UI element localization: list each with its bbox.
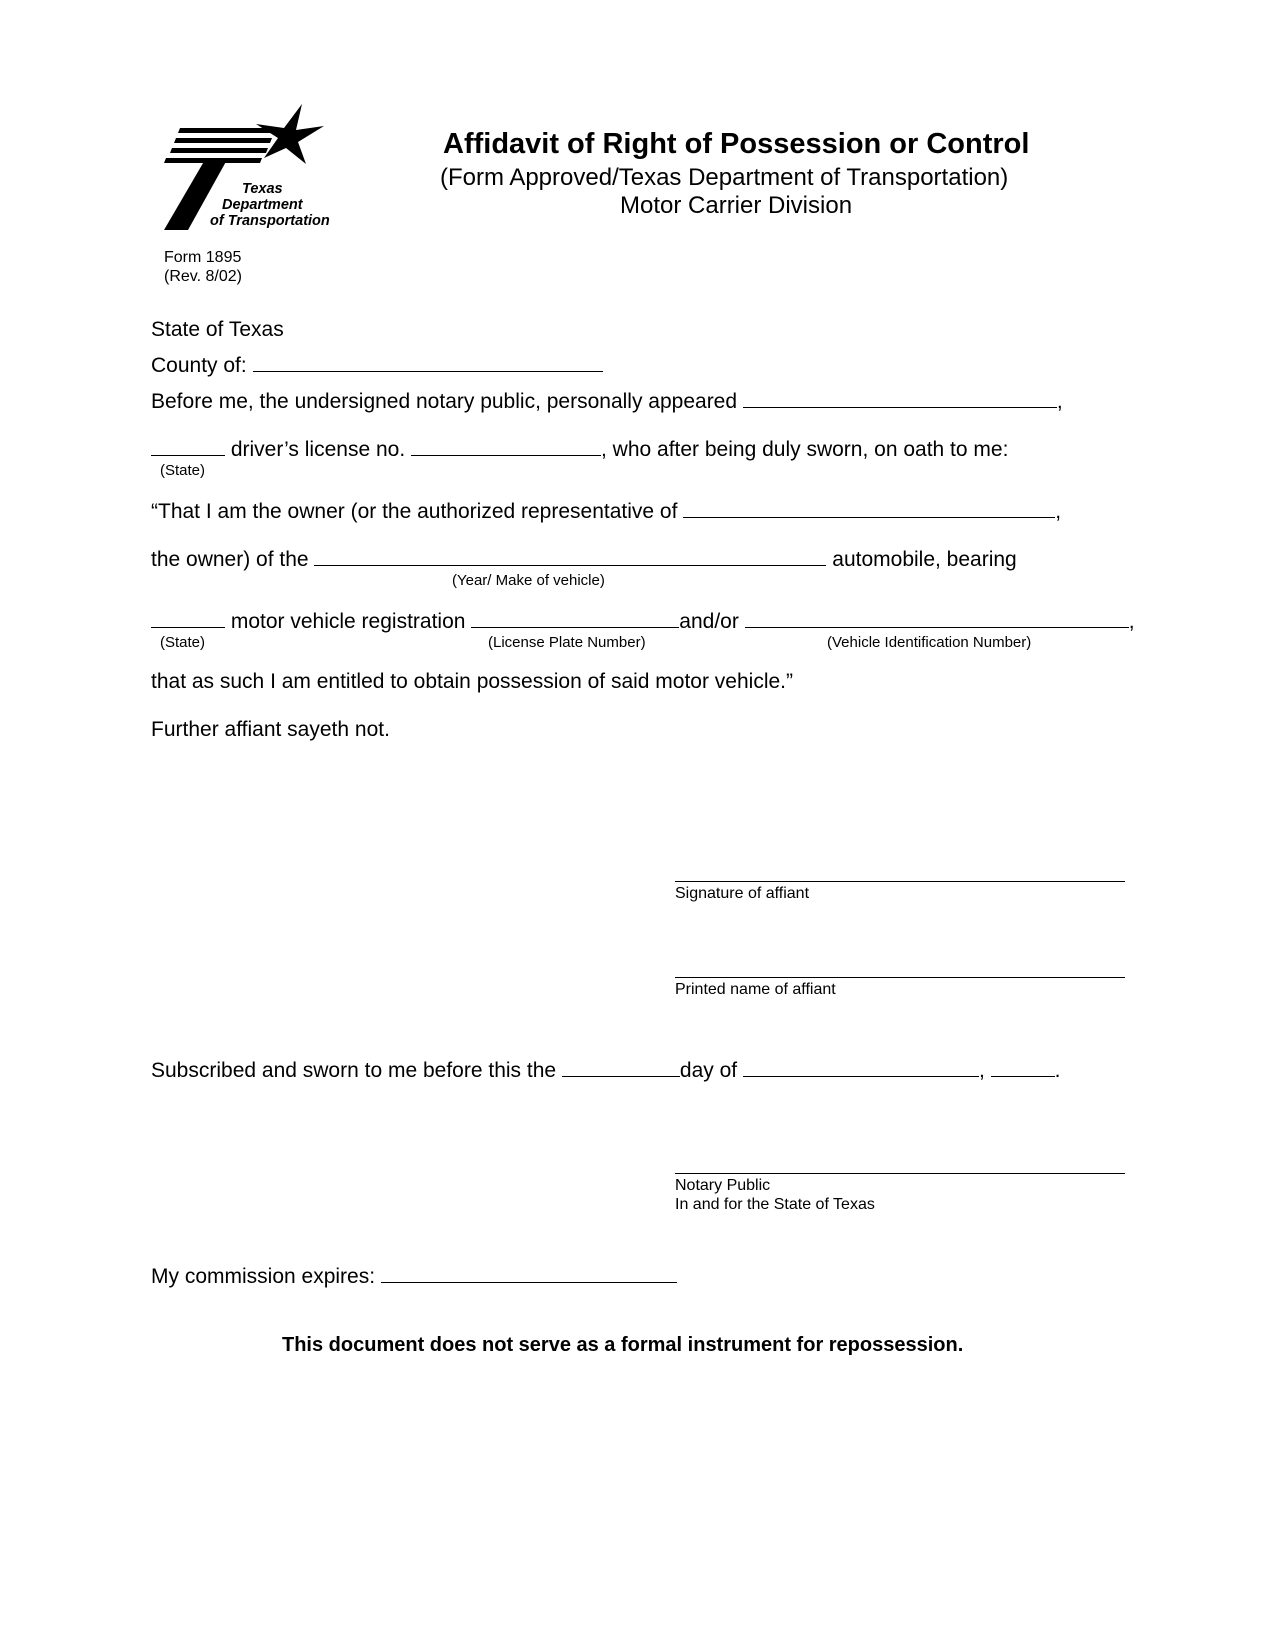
license-number-field[interactable]: [411, 436, 601, 456]
vehicle-line: [151, 546, 1017, 572]
printed-name-label: Printed name of affiant: [675, 981, 836, 998]
automobile-bearing-text: automobile, bearing: [832, 548, 1017, 571]
subscribed-text: Subscribed and sworn to me before this the: [151, 1059, 557, 1082]
county-line: [151, 352, 603, 378]
year-make-caption: (Year/ Make of vehicle): [452, 572, 605, 589]
before-me-line: Before me, the undersigned notary public, personally appeared ,: [151, 390, 1063, 413]
year-field[interactable]: [991, 1057, 1055, 1077]
state-caption-1: (State): [160, 462, 206, 479]
county-label: County of:: [151, 354, 247, 377]
form-title: Affidavit of Right of Possession or Control: [443, 128, 1030, 160]
appeared-name-field[interactable]: [743, 388, 1057, 408]
notary-signature-line[interactable]: [675, 1173, 1125, 1174]
license-plate-caption: (License Plate Number): [488, 634, 646, 651]
subscribed-line: Subscribed and sworn to me before this the day of , .: [151, 1059, 1061, 1082]
commission-expires-field[interactable]: [381, 1263, 677, 1283]
disclaimer-text: This document does not serve as a formal instrument for repossession.: [282, 1334, 964, 1356]
registration-line: motor vehicle registration and/or ,: [151, 608, 1135, 634]
state-caption-2: (State): [160, 634, 206, 651]
entitled-text: that as such I am entitled to obtain possession of said motor vehicle.”: [151, 670, 794, 693]
txdot-logo: [164, 104, 344, 234]
county-field[interactable]: [253, 352, 603, 372]
notary-public-label: Notary Public: [675, 1177, 771, 1194]
vin-caption: (Vehicle Identification Number): [827, 634, 1032, 651]
vin-field[interactable]: [745, 608, 1129, 628]
month-field[interactable]: [743, 1057, 979, 1077]
notary-state-label: In and for the State of Texas: [675, 1196, 875, 1213]
signature-line[interactable]: [675, 881, 1125, 882]
and-or-text: and/or: [679, 610, 739, 633]
owner-of-the-text: the owner) of the: [151, 548, 309, 571]
commission-line: [151, 1263, 677, 1289]
license-plate-field[interactable]: [471, 608, 679, 628]
logo-text-of-transportation: of Transportation: [210, 213, 330, 229]
logo-text-department: Department: [222, 197, 303, 213]
form-subtitle: (Form Approved/Texas Department of Transportation): [440, 164, 1009, 191]
form-number: Form 1895: [164, 249, 242, 266]
owner-text: “That I am the owner (or the authorized representative of: [151, 500, 678, 523]
day-of-text: day of: [679, 1059, 738, 1082]
logo-text-texas: Texas: [242, 181, 283, 197]
license-line: [151, 436, 1008, 462]
form-revision: (Rev. 8/02): [164, 268, 242, 285]
state-of-texas: State of Texas: [151, 318, 284, 341]
owner-line: “That I am the owner (or the authorized representative of ,: [151, 500, 1062, 523]
commission-text: My commission expires:: [151, 1265, 376, 1288]
owner-represented-field[interactable]: [683, 498, 1055, 518]
day-field[interactable]: [562, 1057, 680, 1077]
printed-name-line[interactable]: [675, 977, 1125, 978]
year-make-field[interactable]: [314, 546, 826, 566]
before-me-text: Before me, the undersigned notary public, personally appeared: [151, 390, 738, 413]
division-name: Motor Carrier Division: [620, 192, 853, 219]
drivers-license-text: driver’s license no.: [230, 438, 406, 461]
signature-label: Signature of affiant: [675, 885, 810, 902]
who-after-text: , who after being duly sworn, on oath to me:: [601, 438, 1009, 461]
registration-state-field[interactable]: [151, 608, 225, 628]
license-state-field[interactable]: [151, 436, 225, 456]
motor-vehicle-registration-text: motor vehicle registration: [230, 610, 466, 633]
further-text: Further affiant sayeth not.: [151, 718, 390, 741]
